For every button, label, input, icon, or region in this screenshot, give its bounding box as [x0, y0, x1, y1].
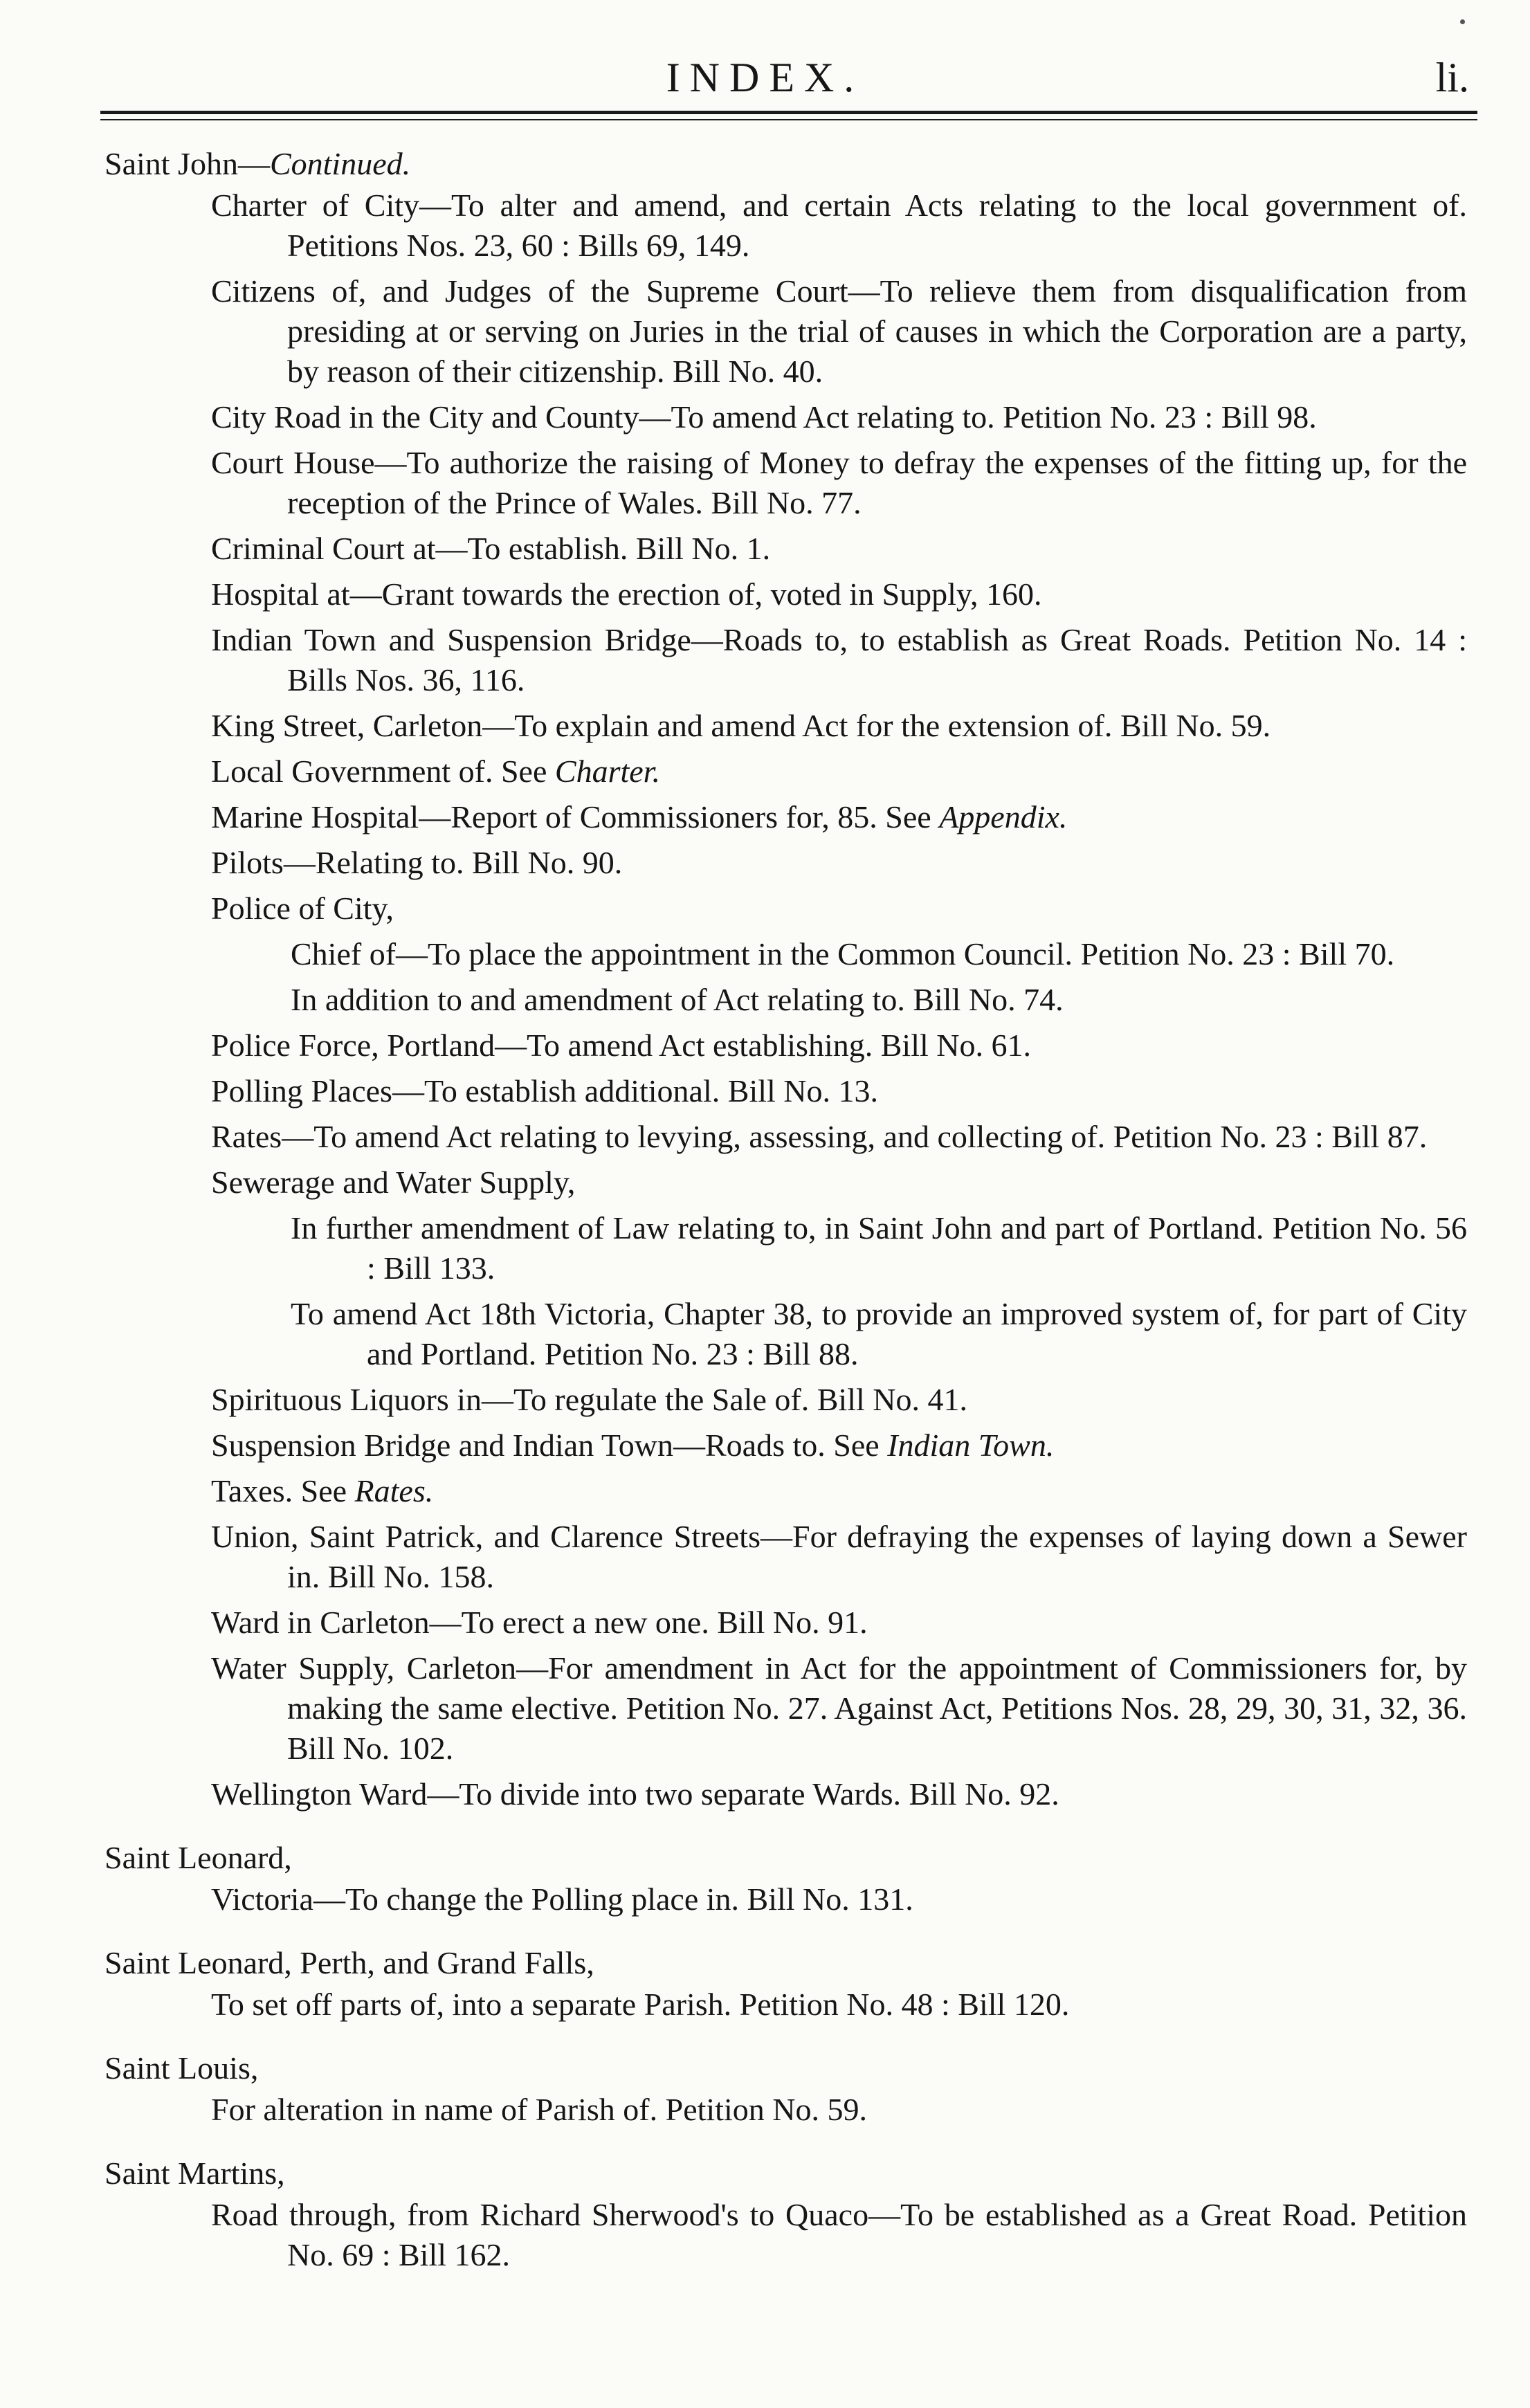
- index-entry: Citizens of, and Judges of the Supreme Court—To relieve them from disqualification from presiding at or serving on Juries in the trial of causes in which the Corporation are a party, by reason of their citizenship. Bill No. 40.: [211, 273, 1467, 389]
- index-sub-entry: In further amendment of Law relating to, in Saint John and part of Portland. Petition No. 56 : Bill 133.: [291, 1210, 1467, 1286]
- print-speck: [1460, 19, 1465, 24]
- index-entry: King Street, Carleton—To explain and amend Act for the extension of. Bill No. 59.: [211, 708, 1271, 743]
- index-group-label: Sewerage and Water Supply,: [211, 1165, 576, 1200]
- index-entry-group: [100, 1162, 1467, 1203]
- index-entry: Pilots—Relating to. Bill No. 90.: [211, 845, 623, 880]
- header-rule-thick: [100, 111, 1477, 114]
- page-number: li.: [1435, 55, 1469, 100]
- page-title: INDEX.: [666, 55, 864, 100]
- index-entry: Criminal Court at—To establish. Bill No. 1.: [211, 531, 771, 566]
- index-entry: Ward in Carleton—To erect a new one. Bill No. 91.: [211, 1605, 868, 1640]
- running-head: [0, 50, 1530, 105]
- index-entry: Local Government of. See Charter.: [211, 754, 660, 789]
- index-entry: Union, Saint Patrick, and Clarence Streets—For defraying the expenses of laying down a Sewer in. Bill No. 158.: [211, 1519, 1467, 1594]
- index-entry: Road through, from Richard Sherwood's to Quaco—To be established as a Great Road. Petition No. 69 : Bill 162.: [211, 2197, 1467, 2272]
- index-entry: Indian Town and Suspension Bridge—Roads to, to establish as Great Roads. Petition No. 14 : Bills Nos. 36, 116.: [211, 622, 1467, 697]
- index-entry: City Road in the City and County—To amend Act relating to. Petition No. 23 : Bill 98.: [211, 399, 1317, 435]
- index-heading: Saint Leonard, Perth, and Grand Falls,: [104, 1945, 594, 1980]
- index-entry: Victoria—To change the Polling place in. Bill No. 131.: [211, 1881, 913, 1917]
- index-entry: Court House—To authorize the raising of Money to defray the expenses of the fitting up, for the reception of the Prince of Wales. Bill No. 77.: [211, 445, 1467, 520]
- index-entry: Taxes. See Rates.: [211, 1473, 434, 1508]
- index-heading: Saint Leonard,: [104, 1840, 292, 1875]
- index-entry: Spirituous Liquors in—To regulate the Sale of. Bill No. 41.: [211, 1382, 967, 1417]
- header-rule-thin: [100, 119, 1477, 120]
- index-entry: Rates—To amend Act relating to levying, assessing, and collecting of. Petition No. 23 : Bill 87.: [211, 1119, 1428, 1154]
- index-entry: Police Force, Portland—To amend Act establishing. Bill No. 61.: [211, 1028, 1031, 1063]
- index-entry: Wellington Ward—To divide into two separate Wards. Bill No. 92.: [211, 1776, 1059, 1812]
- index-entry: To set off parts of, into a separate Parish. Petition No. 48 : Bill 120.: [211, 1987, 1070, 2022]
- index-sub-entry: In addition to and amendment of Act relating to. Bill No. 74.: [291, 982, 1064, 1017]
- index-entry: Hospital at—Grant towards the erection of, voted in Supply, 160.: [211, 576, 1042, 612]
- index-entry: Charter of City—To alter and amend, and certain Acts relating to the local government of. Petitions Nos. 23, 60 : Bills 69, 149.: [211, 188, 1467, 263]
- index-entry-group: [100, 888, 1467, 929]
- index-heading: Saint John—Continued.: [104, 146, 411, 181]
- index-heading: Saint Louis,: [104, 2050, 259, 2086]
- index-entry: Suspension Bridge and Indian Town—Roads to. See Indian Town.: [211, 1428, 1055, 1463]
- index-heading: Saint Martins,: [104, 2155, 285, 2191]
- index-entry: Water Supply, Carleton—For amendment in Act for the appointment of Commissioners for, by making the same elective. Petition No. 27. Against Act, Petitions Nos. 28, 29, 30, 31, 32, 36. Bill No. 102.: [211, 1650, 1467, 1766]
- index-entry: Marine Hospital—Report of Commissioners for, 85. See Appendix.: [211, 799, 1068, 834]
- index-sub-entry: Chief of—To place the appointment in the Common Council. Petition No. 23 : Bill 70.: [291, 936, 1395, 972]
- index-group-label: Police of City,: [211, 891, 394, 926]
- index-entry: Polling Places—To establish additional. Bill No. 13.: [211, 1073, 879, 1109]
- index-content: [100, 144, 1467, 2281]
- index-entry: For alteration in name of Parish of. Petition No. 59.: [211, 2092, 867, 2127]
- index-sub-entry: To amend Act 18th Victoria, Chapter 38, to provide an improved system of, for part of City and Portland. Petition No. 23 : Bill 88.: [291, 1296, 1467, 1371]
